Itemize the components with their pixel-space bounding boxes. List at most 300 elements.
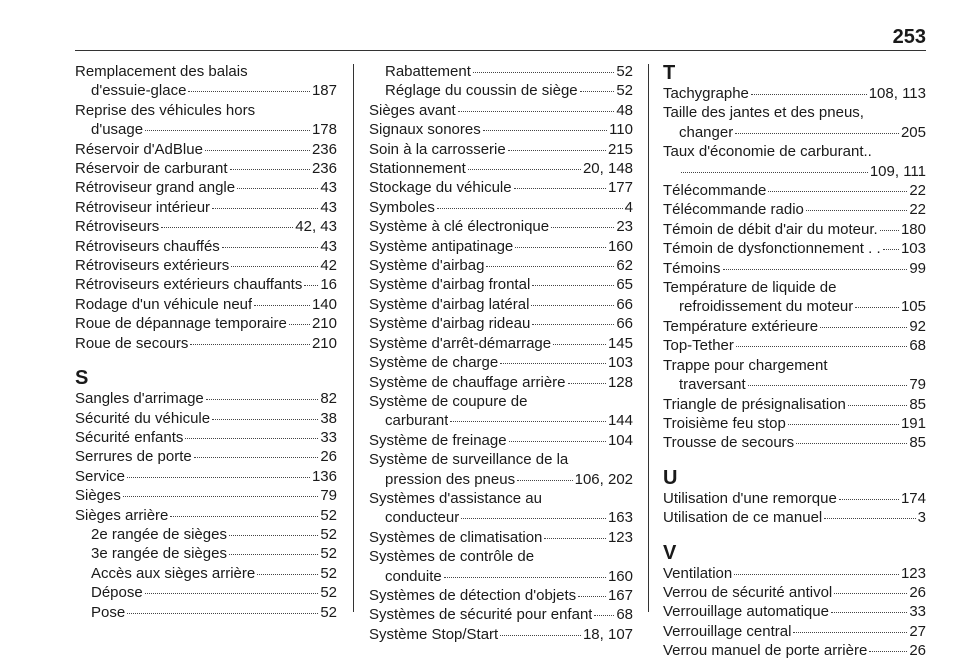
index-page-ref: 163 (607, 509, 633, 527)
index-entry-text: Verrou de sécurité antivol (663, 583, 833, 601)
index-entry (369, 295, 633, 314)
dot-leader (544, 538, 606, 539)
index-page-ref: 42, 43 (295, 218, 337, 236)
index-page-ref: 236 (311, 140, 337, 158)
index-entry-text: Système d'arrêt-démarrage (369, 334, 552, 352)
index-page-ref: 191 (900, 414, 926, 432)
index-entry-row (369, 140, 633, 159)
index-entry-row (369, 411, 633, 430)
index-entry (663, 317, 926, 336)
index-entry-text: Utilisation de ce manuel (663, 509, 823, 527)
index-entry-text: d'usage (91, 121, 144, 139)
index-entry (369, 353, 633, 372)
index-entry (369, 334, 633, 353)
dot-leader (848, 405, 907, 406)
index-entry-row (369, 605, 633, 624)
column-divider-2 (648, 64, 649, 612)
index-entry-row (663, 123, 926, 142)
index-entry (663, 508, 926, 527)
index-entry (369, 314, 633, 333)
index-entry (663, 181, 926, 200)
index-entry-row (663, 622, 926, 641)
index-page-ref: 174 (900, 489, 926, 507)
index-entry (663, 336, 926, 355)
index-entry-row (369, 198, 633, 217)
index-entry-text: Télécommande radio (663, 201, 804, 219)
dot-leader (796, 443, 907, 444)
dot-leader (145, 593, 319, 594)
index-entry-row (385, 81, 633, 100)
index-entry-text: Systèmes de climatisation (369, 528, 543, 546)
dot-leader (768, 191, 907, 192)
index-entry-row (75, 275, 337, 294)
index-entry-row (663, 220, 926, 239)
index-page-ref: 85 (909, 395, 926, 413)
index-page-ref: 52 (320, 584, 337, 602)
index-entry-text: Triangle de présignalisation (663, 395, 846, 413)
index-entry (369, 431, 633, 450)
index-entry-row (369, 275, 633, 294)
index-page-ref: 160 (607, 567, 633, 585)
index-entry (75, 275, 337, 294)
index-subentry (369, 62, 633, 81)
index-entry-text: Système d'airbag rideau (369, 315, 531, 333)
index-entry-row (663, 641, 926, 660)
index-page-ref: 42 (320, 257, 337, 275)
index-entry-text: Système de surveillance de la (369, 451, 569, 469)
dot-leader (231, 266, 318, 267)
index-entry-text: Pose (91, 603, 126, 621)
index-page-ref: 123 (607, 528, 633, 546)
index-entry-text: Reprise des véhicules hors (75, 101, 256, 119)
index-entry-text: Système d'airbag (369, 257, 485, 275)
index-page-ref: 82 (320, 390, 337, 408)
index-page-ref: 85 (909, 434, 926, 452)
index-entry-row (91, 603, 337, 622)
index-column-1 (75, 62, 337, 622)
index-entry (663, 583, 926, 602)
index-entry-row (75, 178, 337, 197)
index-entry-text: Rabattement (385, 63, 471, 80)
index-entry (663, 602, 926, 621)
dot-leader (483, 130, 607, 131)
dot-leader (883, 249, 899, 250)
index-entry-text: Stockage du véhicule (369, 179, 512, 197)
index-entry (369, 489, 633, 528)
index-page-ref: 79 (909, 376, 926, 394)
dot-leader (508, 150, 606, 151)
dot-leader (254, 305, 310, 306)
index-subentry (369, 81, 633, 100)
index-entry (663, 84, 926, 103)
index-entry (75, 506, 337, 525)
dot-leader (212, 419, 318, 420)
index-entry-row (75, 198, 337, 217)
dot-leader (190, 344, 310, 345)
index-entry-row (75, 314, 337, 333)
dot-leader (486, 266, 614, 267)
index-column-3 (663, 62, 926, 661)
index-entry (75, 62, 337, 101)
index-entry (75, 101, 337, 140)
index-entry-row (75, 256, 337, 275)
index-entry-text: Rétroviseur intérieur (75, 198, 211, 216)
index-entry-row (75, 237, 337, 256)
index-entry (663, 414, 926, 433)
index-entry-row (369, 353, 633, 372)
index-entry-row (663, 162, 926, 181)
index-entry (663, 489, 926, 508)
index-entry-row (663, 433, 926, 452)
dot-leader (751, 94, 867, 95)
index-entry-text: Sécurité du véhicule (75, 409, 211, 427)
header-rule (75, 50, 926, 51)
index-entry-text: Utilisation d'une remorque (663, 489, 837, 507)
index-page-ref: 23 (616, 218, 633, 236)
index-page-ref: 66 (616, 295, 633, 313)
dot-leader (532, 324, 614, 325)
dot-leader (515, 247, 606, 248)
index-entry-text: Roue de dépannage temporaire (75, 315, 287, 333)
dot-leader (437, 208, 623, 209)
index-entry-text: Sièges arrière (75, 506, 169, 524)
index-entry-row (369, 256, 633, 275)
index-entry (75, 159, 337, 178)
index-page-ref: 205 (900, 123, 926, 141)
index-page-ref: 136 (311, 467, 337, 485)
index-entry-text: Température extérieure (663, 317, 819, 335)
index-entry-row (91, 583, 337, 602)
index-entry-text: Trappe pour chargement (663, 356, 828, 374)
index-entry-text: Température de liquide de (663, 279, 837, 297)
index-page-ref: 210 (311, 315, 337, 333)
index-entry-row (385, 62, 633, 81)
index-entry-row (91, 525, 337, 544)
index-entry-row (75, 140, 337, 159)
index-entry-row (369, 237, 633, 256)
index-entry-text: Roue de secours (75, 334, 189, 352)
index-entry-text: Ventilation (663, 564, 733, 582)
index-entry-row (75, 389, 337, 408)
index-page-ref: 66 (616, 315, 633, 333)
index-entry (663, 395, 926, 414)
index-entry-text: 3e rangée de sièges (91, 545, 227, 563)
index-entry-text: Signaux sonores (369, 121, 481, 139)
index-page-ref: 52 (616, 63, 633, 80)
dot-leader (869, 651, 907, 652)
index-entry-row (369, 470, 633, 489)
index-entry-text: conducteur (385, 509, 460, 527)
index-entry-row (369, 567, 633, 586)
index-entry (75, 217, 337, 236)
dot-leader (793, 632, 907, 633)
index-page-ref: 33 (320, 428, 337, 446)
index-entry-row (75, 295, 337, 314)
dot-leader (229, 554, 318, 555)
index-page-ref: 128 (607, 373, 633, 391)
index-entry (663, 278, 926, 317)
dot-leader (458, 111, 615, 112)
index-entry-row (75, 120, 337, 139)
index-entry-row (369, 314, 633, 333)
index-entry-text: Systèmes d'assistance au (369, 489, 542, 507)
index-entry (663, 641, 926, 660)
index-entry-row (369, 431, 633, 450)
index-entry (75, 314, 337, 333)
index-entry-text: Sangles d'arrimage (75, 390, 204, 408)
index-entry-text: Rétroviseurs extérieurs (75, 257, 230, 275)
dot-leader (735, 133, 899, 134)
dot-leader (194, 457, 319, 458)
index-page-ref: 103 (607, 354, 633, 372)
page-number: 253 (892, 26, 926, 48)
index-entry (75, 256, 337, 275)
index-entry-text: Réglage du coussin de siège (385, 82, 578, 100)
dot-leader (788, 424, 899, 425)
dot-leader (185, 438, 318, 439)
index-entry-text: Systèmes de détection d'objets (369, 586, 577, 604)
index-entry (75, 447, 337, 466)
index-entry (663, 356, 926, 395)
index-page-ref: 62 (616, 257, 633, 275)
index-page-ref: 22 (909, 201, 926, 219)
index-page-ref: 210 (311, 334, 337, 352)
index-entry (75, 237, 337, 256)
index-entry (369, 217, 633, 236)
index-page-ref: 99 (909, 259, 926, 277)
index-entry-text: traversant (679, 376, 746, 394)
index-entry (75, 140, 337, 159)
dot-leader (444, 577, 606, 578)
dot-leader (257, 574, 318, 575)
index-entry (75, 334, 337, 353)
index-page-ref: 144 (607, 412, 633, 430)
index-page-ref: 79 (320, 487, 337, 505)
index-entry-row (369, 625, 633, 644)
index-entry-row (369, 217, 633, 236)
index-entry-text: Système Stop/Start (369, 625, 499, 643)
index-entry-text: Réservoir d'AdBlue (75, 140, 203, 158)
dot-leader (509, 441, 606, 442)
dot-leader (553, 344, 606, 345)
index-entry-row (369, 295, 633, 314)
index-entry-row (369, 159, 633, 178)
index-entry-text: Systèmes de contrôle de (369, 548, 535, 566)
index-entry-row (369, 334, 633, 353)
index-entry-row (663, 84, 926, 103)
dot-leader (145, 130, 310, 131)
index-entry-row (75, 428, 337, 447)
index-entry-row (663, 395, 926, 414)
index-page-ref: 68 (616, 606, 633, 624)
index-entry-text: Troisième feu stop (663, 414, 786, 432)
dot-leader (517, 480, 573, 481)
index-entry-text: Système antipatinage (369, 237, 514, 255)
index-entry (75, 295, 337, 314)
index-entry (663, 239, 926, 258)
dot-leader (514, 188, 606, 189)
index-entry (75, 198, 337, 217)
index-page-ref: 27 (909, 622, 926, 640)
index-entry-text: Sièges (75, 487, 121, 505)
dot-leader (161, 227, 293, 228)
dot-leader (824, 518, 915, 519)
dot-leader (237, 188, 318, 189)
index-entry-row (75, 486, 337, 505)
index-page-ref: 167 (607, 586, 633, 604)
index-entry (75, 178, 337, 197)
index-entry-row (369, 508, 633, 527)
index-letter-heading: S (75, 367, 89, 390)
dot-leader (834, 593, 907, 594)
dot-leader (468, 169, 581, 170)
index-entry-text: Verrouillage automatique (663, 603, 829, 621)
index-entry-text: Tachygraphe (663, 85, 749, 102)
index-entry-row (75, 506, 337, 525)
index-entry-text: Rétroviseur grand angle (75, 179, 236, 197)
index-page-ref: 43 (320, 179, 337, 197)
index-page-ref: 104 (607, 431, 633, 449)
index-page-ref: 43 (320, 237, 337, 255)
index-letter-heading: U (663, 466, 678, 489)
index-entry (369, 275, 633, 294)
index-entry-text: Système de coupure de (369, 392, 528, 410)
dot-leader (748, 385, 908, 386)
index-entry-text: Accès aux sièges arrière (91, 564, 256, 582)
index-entry-text: Système d'airbag latéral (369, 295, 530, 313)
index-entry-row (663, 508, 926, 527)
dot-leader (304, 285, 318, 286)
index-page-ref: 123 (900, 564, 926, 582)
index-entry-text: Système d'airbag frontal (369, 276, 531, 294)
index-subentry (75, 564, 337, 583)
index-subentry (75, 525, 337, 544)
index-entry (369, 256, 633, 275)
index-entry-row (663, 336, 926, 355)
index-entry-text: d'essuie-glace (91, 82, 187, 100)
dot-leader (578, 596, 606, 597)
dot-leader (229, 535, 318, 536)
index-page-ref: 236 (311, 160, 337, 178)
index-subentry (75, 544, 337, 563)
index-entry-row (663, 239, 926, 258)
dot-leader (831, 612, 907, 613)
index-entry (369, 450, 633, 489)
index-entry-row (75, 447, 337, 466)
dot-leader (532, 285, 614, 286)
index-page-ref: 52 (320, 506, 337, 524)
index-entry-row (91, 544, 337, 563)
index-page-ref: 26 (909, 583, 926, 601)
index-entry-text: Témoins (663, 259, 721, 277)
index-page-ref: 108, 113 (868, 85, 926, 102)
index-page-ref: 43 (320, 198, 337, 216)
index-entry (369, 528, 633, 547)
dot-leader (839, 499, 899, 500)
index-entry-row (663, 564, 926, 583)
dot-leader (127, 477, 310, 478)
index-entry-text: Témoin de débit d'air du moteur. (663, 220, 878, 238)
index-entry (663, 142, 926, 181)
index-entry (75, 409, 337, 428)
index-entry-text: Sièges avant (369, 101, 456, 119)
index-entry (369, 140, 633, 159)
index-entry-text: Taille des jantes et des pneus, (663, 104, 864, 122)
index-page-ref: 52 (320, 525, 337, 543)
dot-leader (681, 172, 868, 173)
index-entry-text: Verrouillage central (663, 622, 792, 640)
index-entry-text: 2e rangée de sièges (91, 525, 227, 543)
index-page-ref: 52 (320, 545, 337, 563)
index-subentry (75, 603, 337, 622)
index-entry-text: Systèmes de sécurité pour enfant (369, 606, 593, 624)
index-entry (663, 220, 926, 239)
index-column-2 (369, 62, 633, 644)
index-entry-row (91, 564, 337, 583)
index-entry-row (75, 334, 337, 353)
dot-leader (230, 169, 310, 170)
index-entry-text: Rodage d'un véhicule neuf (75, 295, 253, 313)
index-entry (75, 467, 337, 486)
index-page-ref: 103 (900, 240, 926, 258)
index-entry (369, 392, 633, 431)
dot-leader (450, 421, 606, 422)
index-entry-row (663, 375, 926, 394)
index-entry-row (663, 583, 926, 602)
index-entry-text: Symboles (369, 198, 435, 216)
dot-leader (205, 150, 310, 151)
index-page-ref: 110 (609, 121, 633, 139)
index-entry-row (75, 217, 337, 236)
index-entry (369, 625, 633, 644)
index-entry-row (369, 178, 633, 197)
dot-leader (855, 307, 899, 308)
index-entry-row (369, 528, 633, 547)
dot-leader (734, 574, 899, 575)
index-entry-row (663, 317, 926, 336)
index-entry-row (663, 259, 926, 278)
index-entry-row (75, 409, 337, 428)
dot-leader (736, 346, 907, 347)
index-letter-heading: V (663, 541, 677, 564)
dot-leader (170, 516, 318, 517)
index-entry-row (75, 159, 337, 178)
index-entry (369, 586, 633, 605)
index-subentry (75, 583, 337, 602)
index-entry (369, 198, 633, 217)
index-entry-row (369, 120, 633, 139)
index-entry-text: carburant (385, 412, 449, 430)
index-entry-row (75, 81, 337, 100)
index-page-ref: 65 (616, 276, 633, 294)
dot-leader (289, 324, 310, 325)
index-page-ref: 26 (320, 448, 337, 466)
index-entry (369, 237, 633, 256)
dot-leader (473, 72, 614, 73)
dot-leader (461, 518, 606, 519)
dot-leader (500, 363, 606, 364)
index-page-ref: 178 (311, 121, 337, 139)
dot-leader (127, 613, 318, 614)
index-entry (369, 178, 633, 197)
index-page-ref: 26 (909, 642, 926, 660)
index-entry-text: Stationnement (369, 160, 466, 178)
index-entry-row (663, 489, 926, 508)
index-entry-text: Télécommande (663, 182, 767, 200)
index-entry-text: Remplacement des balais (75, 63, 248, 80)
dot-leader (206, 399, 319, 400)
index-entry (663, 433, 926, 452)
